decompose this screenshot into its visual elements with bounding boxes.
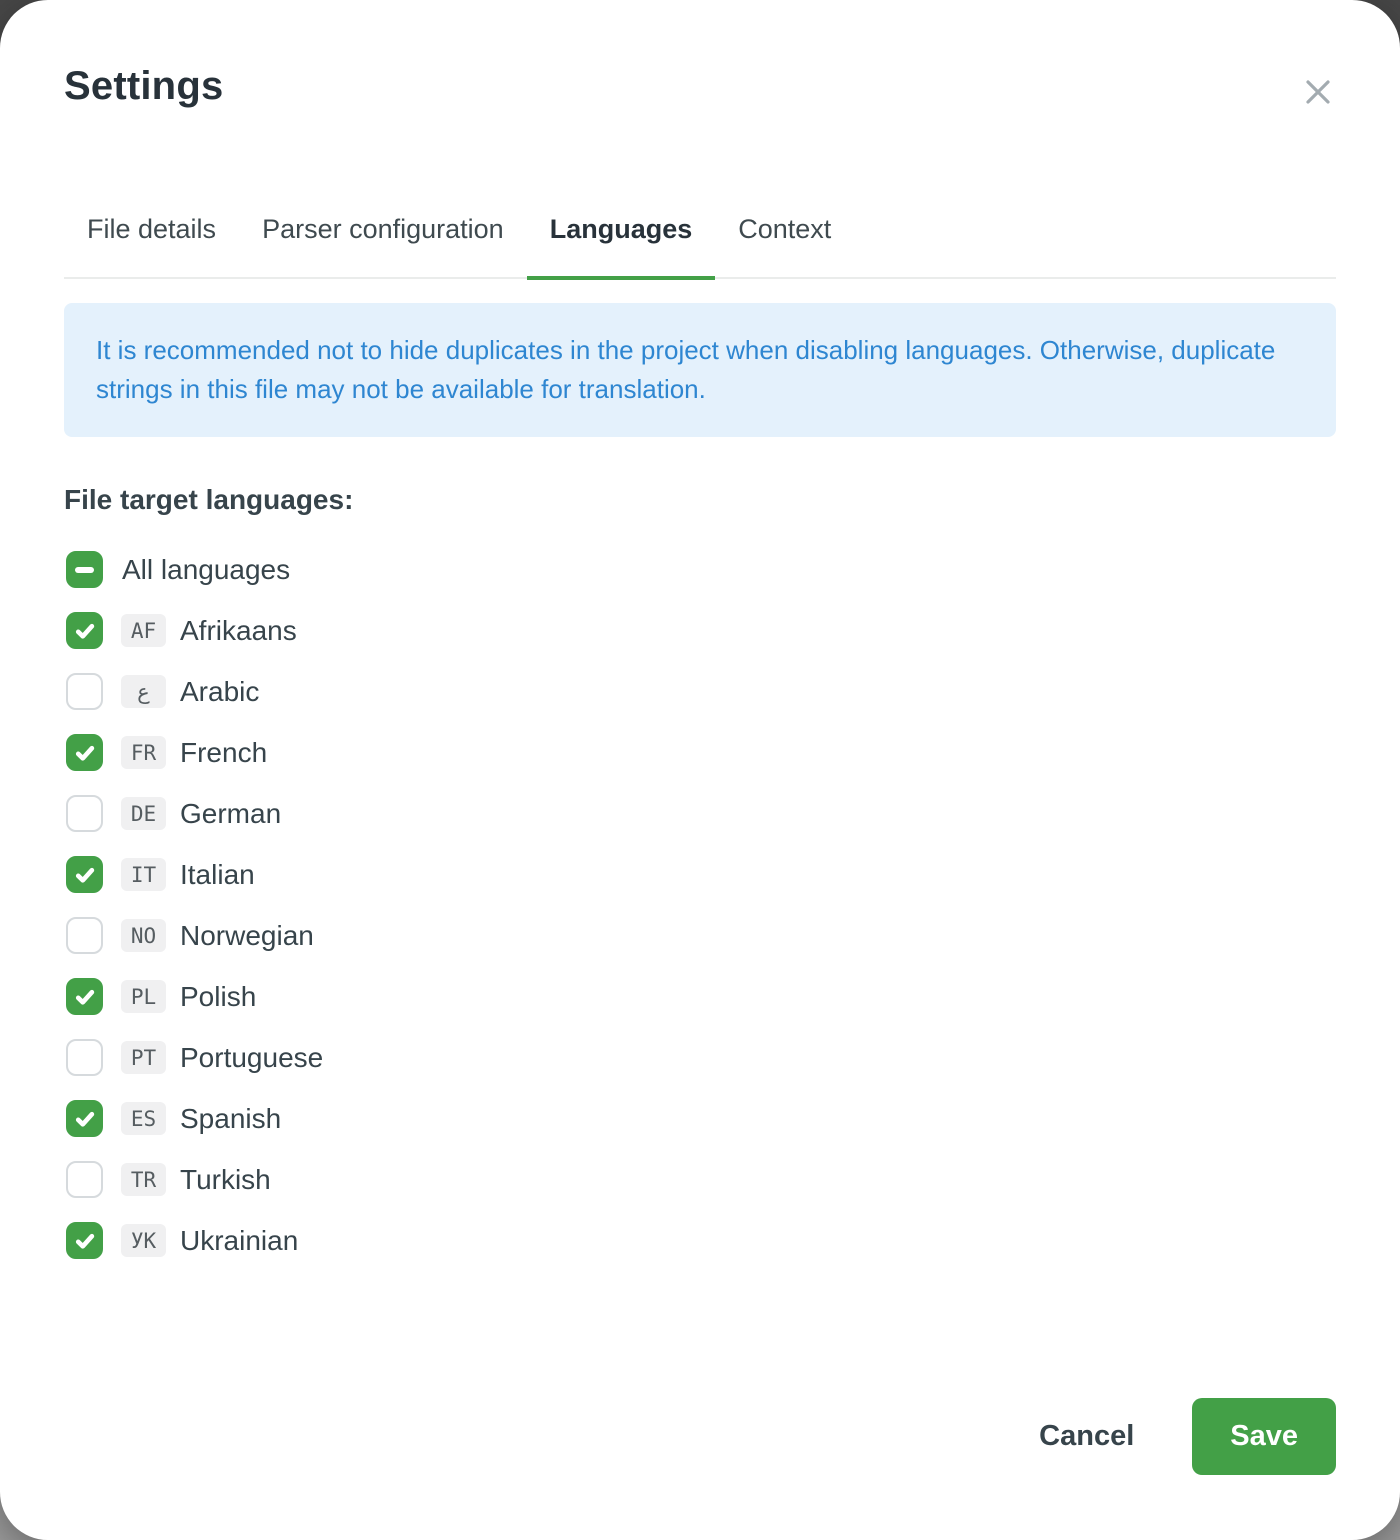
language-code-badge: AF bbox=[121, 614, 166, 647]
indeterminate-dash-icon bbox=[75, 567, 94, 573]
info-alert bbox=[64, 303, 1336, 437]
language-row[interactable] bbox=[64, 1027, 1336, 1088]
language-label: Ukrainian bbox=[180, 1224, 299, 1256]
modal-footer bbox=[997, 1398, 1336, 1475]
language-checkbox[interactable] bbox=[66, 795, 103, 832]
language-row[interactable] bbox=[64, 844, 1336, 905]
language-code-badge: FR bbox=[121, 736, 166, 769]
check-icon bbox=[73, 863, 97, 887]
language-label: French bbox=[180, 736, 268, 768]
check-icon bbox=[73, 985, 97, 1009]
all-languages-row[interactable] bbox=[64, 539, 1336, 600]
language-code-badge: ES bbox=[121, 1102, 166, 1135]
check-icon bbox=[73, 1229, 97, 1253]
language-checkbox[interactable] bbox=[66, 917, 103, 954]
modal-title: Settings bbox=[64, 64, 224, 108]
language-label: Portuguese bbox=[180, 1041, 324, 1073]
language-row[interactable] bbox=[64, 1210, 1336, 1271]
language-row[interactable] bbox=[64, 1149, 1336, 1210]
check-icon bbox=[73, 619, 97, 643]
file-target-languages-label: File target languages: bbox=[64, 484, 354, 515]
language-label: Italian bbox=[180, 858, 255, 890]
language-checkbox[interactable] bbox=[66, 1161, 103, 1198]
language-checkbox[interactable] bbox=[66, 734, 103, 771]
language-code-badge: NO bbox=[121, 919, 166, 952]
all-languages-label: All languages bbox=[122, 553, 291, 585]
language-label: Arabic bbox=[180, 675, 260, 707]
language-row[interactable] bbox=[64, 722, 1336, 783]
check-icon bbox=[73, 741, 97, 765]
language-label: Spanish bbox=[180, 1102, 282, 1134]
language-code-badge: IT bbox=[121, 858, 166, 891]
close-icon bbox=[1302, 76, 1334, 108]
check-icon bbox=[73, 1107, 97, 1131]
language-checkbox[interactable] bbox=[66, 1222, 103, 1259]
language-row[interactable] bbox=[64, 783, 1336, 844]
language-row[interactable] bbox=[64, 1088, 1336, 1149]
language-checkbox[interactable] bbox=[66, 1039, 103, 1076]
language-code-badge: DE bbox=[121, 797, 166, 830]
cancel-button[interactable]: Cancel bbox=[997, 1398, 1176, 1475]
language-label: German bbox=[180, 797, 282, 829]
language-checkbox[interactable] bbox=[66, 612, 103, 649]
language-label: Polish bbox=[180, 980, 257, 1012]
tab-parser-configuration[interactable]: Parser configuration bbox=[239, 214, 527, 280]
language-label: Afrikaans bbox=[180, 614, 297, 646]
language-checkbox[interactable] bbox=[66, 978, 103, 1015]
tab-file-details[interactable]: File details bbox=[64, 214, 239, 280]
language-checkbox[interactable] bbox=[66, 1100, 103, 1137]
tab-languages[interactable]: Languages bbox=[527, 214, 716, 280]
language-label: Norwegian bbox=[180, 919, 314, 951]
tab-context[interactable]: Context bbox=[715, 214, 854, 280]
tab-bar bbox=[64, 214, 1336, 279]
language-checkbox[interactable] bbox=[66, 856, 103, 893]
info-alert-text: It is recommended not to hide duplicates in the project when disabling languages. Otherwise, duplicate strings in this file may not be available for translation. bbox=[96, 335, 1276, 404]
language-checkbox[interactable] bbox=[66, 673, 103, 710]
language-code-badge: УК bbox=[121, 1224, 166, 1257]
language-code-badge: PL bbox=[121, 980, 166, 1013]
language-row[interactable] bbox=[64, 600, 1336, 661]
language-list bbox=[64, 539, 1336, 1271]
language-row[interactable] bbox=[64, 661, 1336, 722]
close-button[interactable] bbox=[1300, 74, 1336, 110]
language-code-badge: PT bbox=[121, 1041, 166, 1074]
save-button[interactable]: Save bbox=[1192, 1398, 1336, 1475]
language-row[interactable] bbox=[64, 905, 1336, 966]
modal-header bbox=[64, 0, 1336, 110]
all-languages-checkbox[interactable] bbox=[66, 551, 103, 588]
language-row[interactable] bbox=[64, 966, 1336, 1027]
language-label: Turkish bbox=[180, 1163, 271, 1195]
language-code-badge: ع bbox=[121, 675, 166, 708]
language-code-badge: TR bbox=[121, 1163, 166, 1196]
